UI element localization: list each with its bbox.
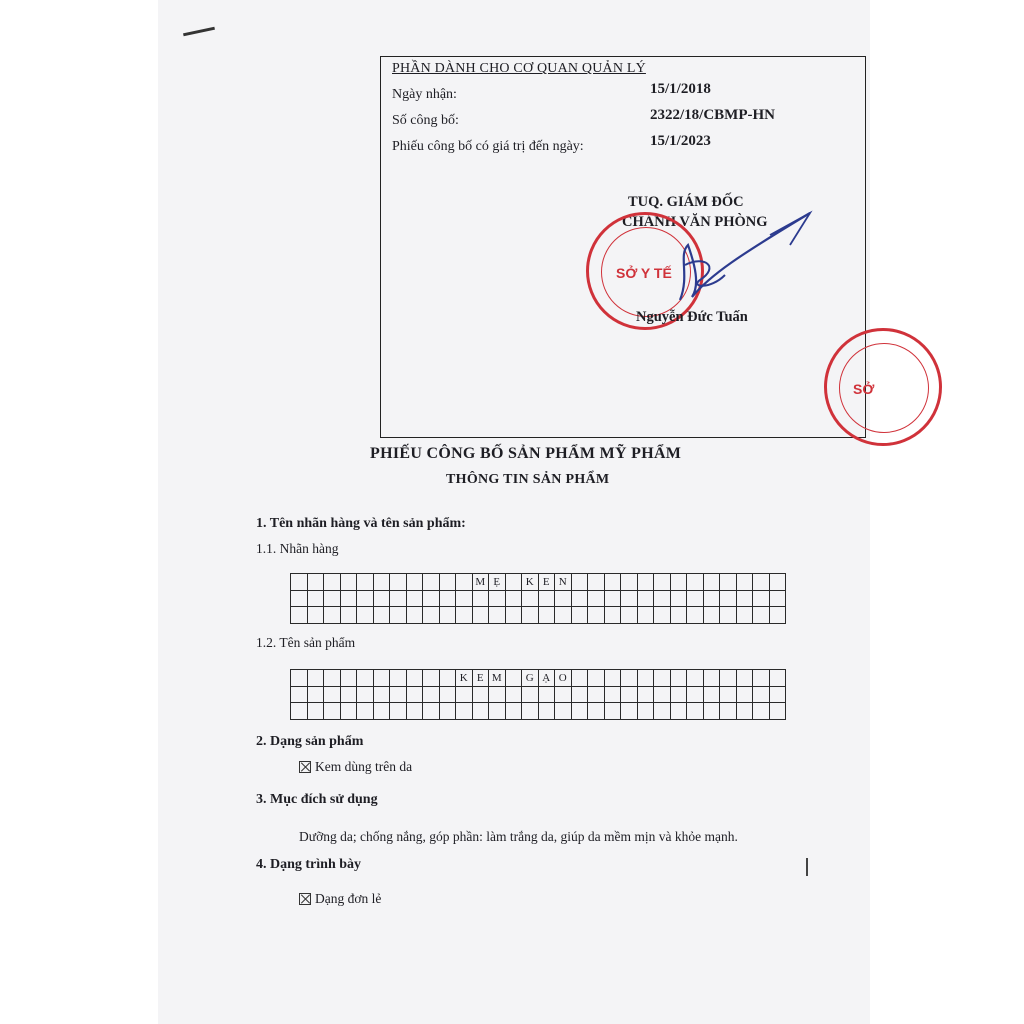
grid-cell xyxy=(390,703,407,720)
grid-cell xyxy=(604,670,621,687)
grid-cell xyxy=(456,590,473,607)
checked-box-icon xyxy=(299,893,311,905)
grid-cell xyxy=(621,590,638,607)
grid-cell xyxy=(357,686,374,703)
grid-cell xyxy=(423,670,440,687)
brand-letter-grid xyxy=(290,573,786,624)
grid-cell xyxy=(769,574,786,591)
grid-cell: Ẹ xyxy=(489,574,506,591)
grid-cell xyxy=(373,590,390,607)
grid-cell xyxy=(769,686,786,703)
grid-cell xyxy=(753,574,770,591)
grid-cell xyxy=(753,686,770,703)
signer-title-1: TUQ. GIÁM ĐỐC xyxy=(628,194,744,210)
grid-cell xyxy=(456,703,473,720)
grid-cell xyxy=(571,670,588,687)
grid-cell xyxy=(307,607,324,624)
grid-cell: E xyxy=(538,574,555,591)
grid-cell xyxy=(687,686,704,703)
section-2-heading: 2. Dạng sản phẩm xyxy=(256,734,364,749)
grid-cell xyxy=(522,590,539,607)
grid-cell xyxy=(720,590,737,607)
grid-cell xyxy=(439,686,456,703)
grid-cell xyxy=(720,607,737,624)
grid-cell xyxy=(489,607,506,624)
grid-cell xyxy=(489,686,506,703)
grid-cell xyxy=(307,590,324,607)
grid-cell xyxy=(571,590,588,607)
grid-cell xyxy=(687,590,704,607)
stamp-center-text: SỞ Y TẾ xyxy=(616,265,672,281)
grid-cell xyxy=(555,686,572,703)
form-subtitle: THÔNG TIN SẢN PHẨM xyxy=(446,472,610,487)
grid-cell xyxy=(390,607,407,624)
grid-cell xyxy=(472,590,489,607)
grid-cell xyxy=(621,607,638,624)
grid-cell xyxy=(588,590,605,607)
grid-cell xyxy=(406,703,423,720)
grid-cell xyxy=(522,686,539,703)
received-date-label: Ngày nhận: xyxy=(392,87,457,102)
grid-cell xyxy=(423,686,440,703)
grid-cell xyxy=(406,670,423,687)
grid-cell xyxy=(687,574,704,591)
grid-cell xyxy=(291,686,308,703)
grid-cell xyxy=(703,703,720,720)
grid-cell xyxy=(373,703,390,720)
grid-cell xyxy=(637,574,654,591)
grid-cell xyxy=(588,607,605,624)
signature-icon xyxy=(650,205,820,315)
grid-cell xyxy=(439,607,456,624)
grid-cell xyxy=(637,590,654,607)
grid-cell xyxy=(670,607,687,624)
grid-cell xyxy=(340,686,357,703)
grid-cell xyxy=(654,670,671,687)
grid-cell xyxy=(670,574,687,591)
grid-cell xyxy=(654,686,671,703)
grid-cell xyxy=(703,607,720,624)
grid-cell xyxy=(373,670,390,687)
grid-cell xyxy=(505,574,522,591)
grid-cell xyxy=(357,703,374,720)
margin-tick-mark xyxy=(806,858,808,876)
grid-cell xyxy=(423,607,440,624)
grid-cell xyxy=(390,574,407,591)
grid-cell xyxy=(604,703,621,720)
grid-cell xyxy=(291,574,308,591)
grid-cell xyxy=(324,574,341,591)
grid-cell xyxy=(604,686,621,703)
grid-cell xyxy=(555,703,572,720)
grid-cell xyxy=(654,703,671,720)
section-3-heading: 3. Mục đích sử dụng xyxy=(256,792,378,807)
valid-until-value: 15/1/2023 xyxy=(650,133,711,149)
grid-cell xyxy=(703,686,720,703)
grid-cell xyxy=(324,703,341,720)
grid-cell xyxy=(654,607,671,624)
grid-cell xyxy=(720,703,737,720)
grid-cell xyxy=(736,703,753,720)
grid-cell xyxy=(703,590,720,607)
grid-cell: K xyxy=(522,574,539,591)
received-date-value: 15/1/2018 xyxy=(650,81,711,97)
grid-cell xyxy=(588,670,605,687)
grid-cell xyxy=(753,607,770,624)
grid-cell xyxy=(505,590,522,607)
grid-cell: O xyxy=(555,670,572,687)
grid-cell xyxy=(489,590,506,607)
form-title: PHIẾU CÔNG BỐ SẢN PHẨM MỸ PHẨM xyxy=(370,445,682,462)
grid-cell xyxy=(555,590,572,607)
grid-cell: Ạ xyxy=(538,670,555,687)
grid-cell xyxy=(489,703,506,720)
grid-cell xyxy=(340,703,357,720)
grid-cell xyxy=(753,670,770,687)
grid-cell xyxy=(571,686,588,703)
grid-cell: K xyxy=(456,670,473,687)
grid-cell xyxy=(736,670,753,687)
grid-cell xyxy=(406,607,423,624)
grid-cell xyxy=(736,590,753,607)
announcement-number-value: 2322/18/CBMP-HN xyxy=(650,107,775,123)
grid-cell xyxy=(538,686,555,703)
grid-cell xyxy=(654,574,671,591)
grid-cell xyxy=(670,670,687,687)
admin-heading: PHẦN DÀNH CHO CƠ QUAN QUẢN LÝ xyxy=(392,61,646,76)
grid-cell xyxy=(637,670,654,687)
grid-cell: N xyxy=(555,574,572,591)
grid-cell xyxy=(769,607,786,624)
grid-cell xyxy=(291,590,308,607)
grid-cell xyxy=(505,686,522,703)
grid-cell xyxy=(373,686,390,703)
product-name-label: 1.2. Tên sản phẩm xyxy=(256,635,356,650)
grid-cell xyxy=(456,574,473,591)
grid-cell xyxy=(604,607,621,624)
grid-cell xyxy=(753,590,770,607)
grid-cell xyxy=(439,703,456,720)
grid-cell xyxy=(538,590,555,607)
grid-cell xyxy=(654,590,671,607)
product-letter-grid xyxy=(290,669,786,720)
grid-cell xyxy=(637,686,654,703)
grid-cell xyxy=(588,686,605,703)
grid-cell xyxy=(571,703,588,720)
edge-stamp: SỞ xyxy=(824,328,942,446)
section-4-heading: 4. Dạng trình bày xyxy=(256,857,362,872)
grid-cell xyxy=(357,607,374,624)
grid-cell: M xyxy=(489,670,506,687)
checked-box-icon xyxy=(299,761,311,773)
grid-cell xyxy=(307,703,324,720)
section-1-heading: 1. Tên nhãn hàng và tên sản phẩm: xyxy=(256,516,466,531)
form-type-option xyxy=(299,759,412,775)
grid-cell xyxy=(687,607,704,624)
grid-cell xyxy=(736,607,753,624)
grid-cell xyxy=(505,607,522,624)
grid-cell xyxy=(423,703,440,720)
grid-cell xyxy=(291,607,308,624)
grid-cell xyxy=(340,574,357,591)
brand-label: 1.1. Nhãn hàng xyxy=(256,541,339,556)
grid-cell xyxy=(324,607,341,624)
grid-cell xyxy=(390,670,407,687)
grid-cell xyxy=(604,574,621,591)
grid-cell xyxy=(687,670,704,687)
grid-cell xyxy=(423,574,440,591)
grid-cell xyxy=(291,670,308,687)
grid-cell xyxy=(324,670,341,687)
valid-until-label: Phiếu công bố có giá trị đến ngày: xyxy=(392,139,584,154)
grid-cell xyxy=(357,574,374,591)
grid-cell xyxy=(373,574,390,591)
grid-cell xyxy=(621,686,638,703)
grid-cell xyxy=(555,607,572,624)
grid-cell xyxy=(439,574,456,591)
grid-cell xyxy=(604,590,621,607)
grid-cell xyxy=(687,703,704,720)
grid-cell xyxy=(670,590,687,607)
grid-cell xyxy=(571,574,588,591)
grid-cell xyxy=(472,703,489,720)
grid-cell xyxy=(753,703,770,720)
grid-cell xyxy=(340,590,357,607)
presentation-option xyxy=(299,891,381,907)
edge-stamp-clip xyxy=(820,328,875,452)
grid-cell: E xyxy=(472,670,489,687)
grid-cell xyxy=(357,670,374,687)
grid-cell xyxy=(670,703,687,720)
grid-cell xyxy=(439,590,456,607)
grid-cell xyxy=(621,703,638,720)
grid-cell xyxy=(307,686,324,703)
grid-cell xyxy=(291,703,308,720)
grid-cell xyxy=(588,703,605,720)
grid-cell xyxy=(720,574,737,591)
grid-cell xyxy=(505,670,522,687)
grid-cell xyxy=(472,686,489,703)
grid-cell xyxy=(439,670,456,687)
grid-cell xyxy=(769,703,786,720)
grid-cell xyxy=(703,670,720,687)
grid-cell xyxy=(769,670,786,687)
grid-cell xyxy=(522,703,539,720)
purpose-text: Dưỡng da; chống nắng, góp phần: làm trắng da, giúp da mềm mịn và khỏe mạnh. xyxy=(299,829,738,844)
presentation-text: Dạng đơn lẻ xyxy=(315,891,382,906)
grid-cell: M xyxy=(472,574,489,591)
grid-cell xyxy=(588,574,605,591)
grid-cell xyxy=(621,574,638,591)
grid-cell xyxy=(472,607,489,624)
grid-cell xyxy=(505,703,522,720)
grid-cell xyxy=(522,607,539,624)
grid-cell xyxy=(423,590,440,607)
grid-cell xyxy=(307,574,324,591)
grid-cell xyxy=(637,703,654,720)
announcement-number-label: Số công bố: xyxy=(392,113,459,128)
grid-cell xyxy=(571,607,588,624)
grid-cell xyxy=(324,590,341,607)
grid-cell xyxy=(456,607,473,624)
grid-cell xyxy=(390,686,407,703)
grid-cell xyxy=(324,686,341,703)
grid-cell xyxy=(670,686,687,703)
grid-cell xyxy=(307,670,324,687)
grid-cell xyxy=(538,703,555,720)
grid-cell xyxy=(538,607,555,624)
grid-cell xyxy=(769,590,786,607)
grid-cell xyxy=(373,607,390,624)
grid-cell xyxy=(703,574,720,591)
grid-cell xyxy=(406,574,423,591)
grid-cell xyxy=(456,686,473,703)
grid-cell xyxy=(406,590,423,607)
form-type-text: Kem dùng trên da xyxy=(315,759,413,774)
grid-cell xyxy=(736,686,753,703)
grid-cell xyxy=(736,574,753,591)
signer-name: Nguyễn Đức Tuấn xyxy=(636,309,748,325)
grid-cell xyxy=(357,590,374,607)
grid-cell xyxy=(720,686,737,703)
grid-cell xyxy=(340,607,357,624)
grid-cell xyxy=(621,670,638,687)
grid-cell xyxy=(340,670,357,687)
grid-cell: G xyxy=(522,670,539,687)
grid-cell xyxy=(406,686,423,703)
signer-title-2: CHÁNH VĂN PHÒNG xyxy=(622,214,768,230)
grid-cell xyxy=(637,607,654,624)
grid-cell xyxy=(390,590,407,607)
grid-cell xyxy=(720,670,737,687)
